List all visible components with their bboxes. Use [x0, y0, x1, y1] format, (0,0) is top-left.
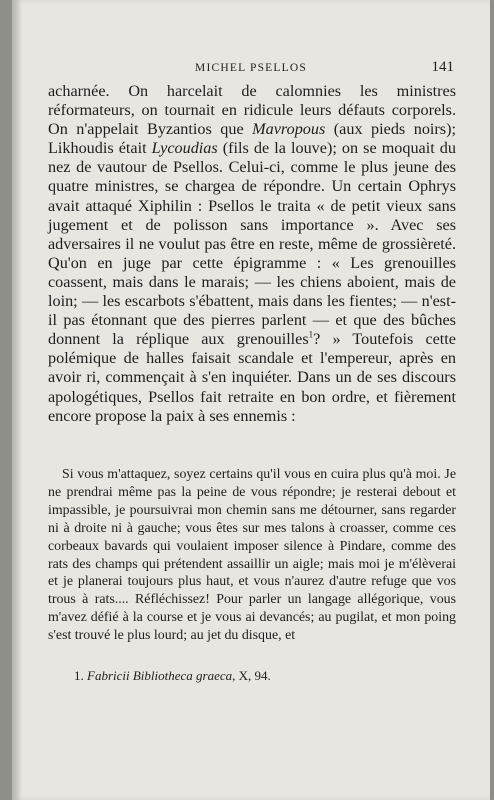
paragraph-text-4: ? » Toutefois cette polémique de halles faisait scandale et l'empereur, après en avoir ri, commençait à s'en inquiéter. Dans un de ses discours apologétiques, Psellos fait retraite en bon ordre, et fièrement encore propose la paix à ses ennemis : [48, 330, 456, 425]
italic-term-lycoudias: Lycoudias [151, 139, 218, 158]
paragraph-text-3: (fils de la louve); on se moquait du nez de vautour de Psellos. Celui-ci, comme le plus jeune des quatre ministres, se chargea de répondre. Un certain Ophrys avait attaqué Xiphilin : Psellos le traita « de petit vieux sans jugement et de polisson sans importance ». Avec ses adversaires il ne voulut pas être en reste, même de grossièreté. Qu'on en juge par cette épigramme : « Les grenouilles coassent, mais dans le marais; — les chiens aboient, mais de loin; — les escarbots s'ébattent, mais dans les fientes; — n'est-il pas étonnant que des pierres parlent — et que des bûches donnent la réplique aux grenouilles [48, 139, 456, 349]
paragraph-text-2: (aux pieds noirs); Likhoudis était [48, 120, 456, 158]
block-quote: Si vous m'attaquez, soyez certains qu'il vous en cuira plus qu'à moi. Je ne prendrai même pas la peine de vous répondre; je resterai debout et impassible, je poursuivrai mon chemin sans me détourner, sans regarder ni à droite ni à gauche; vous êtes sur mes talons à croasser, comme ces corbeaux bavards qui voulaient imposer silence à Pindare, comme des rats des champs qui prétendent assaillir un aigle; mais moi je m'élèverai et je planerai toujours plus haut, et vous n'aurez d'autre refuge que vos trous à rats.... Réfléchissez! Pour parler un langage allégorique, vous m'avez défié à la course et je vous ai devancés; au pugilat, et mon poing s'est trouvé le plus lourd; au jet du disque, et [48, 467, 456, 644]
page-number: 141 [431, 59, 454, 75]
italic-term-mavropous: Mavropous [252, 120, 326, 139]
main-paragraph [48, 82, 456, 426]
running-head: MICHEL PSELLOS [195, 62, 307, 74]
book-page [12, 0, 490, 800]
footnote-number: 1. [74, 668, 84, 683]
footnote [74, 668, 454, 684]
footnote-marker: 1 [308, 329, 314, 340]
footnote-title: Fabricii Bibliotheca graeca [87, 668, 233, 683]
paragraph-text-1: acharnée. On harcelait de calomnies les ministres réformateurs, on tournait en ridicule leurs défauts corporels. On n'appelait Byzantios que [48, 82, 456, 139]
page-header [12, 58, 490, 82]
footnote-reference: , X, 94. [232, 668, 271, 683]
